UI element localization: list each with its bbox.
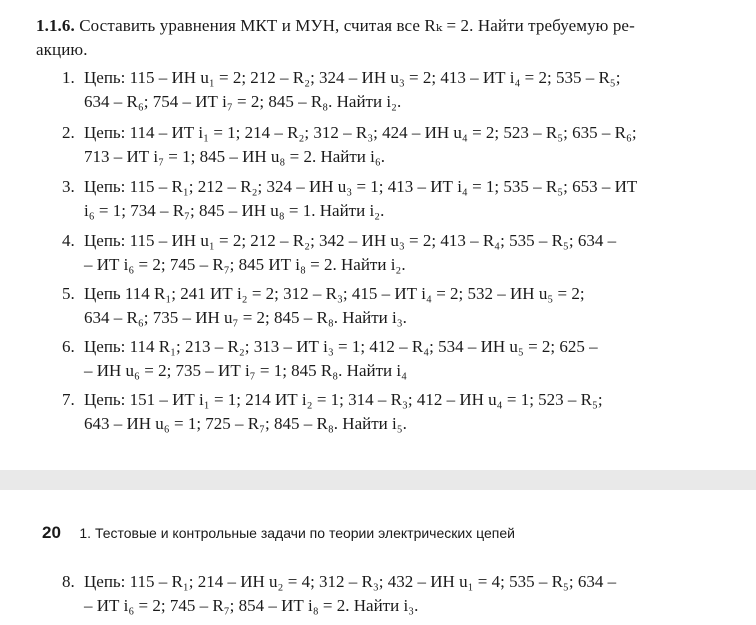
task-number: 1.1.6. <box>36 16 75 35</box>
item-line-2: – ИТ i₆ = 2; 745 – R₇; 854 – ИТ i₈ = 2. Найти i₃. <box>84 596 419 615</box>
running-header <box>42 523 515 543</box>
item-line-2: – ИТ i₆ = 2; 745 – R₇; 845 ИТ i₈ = 2. Найти i₂. <box>84 255 406 274</box>
item-line-2: 713 – ИТ i₇ = 1; 845 – ИН u₈ = 2. Найти i₆. <box>84 147 386 166</box>
item-number: 2. <box>62 123 75 142</box>
list-item <box>62 388 734 436</box>
item-number: 6. <box>62 337 75 356</box>
list-item <box>62 570 734 618</box>
item-number: 1. <box>62 68 75 87</box>
item-line-2: 643 – ИН u₆ = 1; 725 – R₇; 845 – R₈. Найти i₅. <box>84 414 407 433</box>
item-number: 8. <box>62 572 75 591</box>
item-line-2: 634 – R₆; 735 – ИН u₇ = 2; 845 – R₈. Найти i₃. <box>84 308 407 327</box>
task-text-line-1: Составить уравнения МКТ и МУН, считая все Rₖ = 2. Найти требуемую ре- <box>79 16 635 35</box>
list-item <box>62 66 734 114</box>
list-item <box>62 282 734 330</box>
item-line-1: Цепь: 114 – ИТ i₁ = 1; 214 – R₂; 312 – R₃; 424 – ИН u₄ = 2; 523 – R₅; 635 – R₆; <box>84 123 637 142</box>
item-number: 7. <box>62 390 75 409</box>
list-item <box>62 121 734 169</box>
list-item <box>62 335 734 383</box>
item-line-2: 634 – R₆; 754 – ИТ i₇ = 2; 845 – R₈. Найти i₂. <box>84 92 402 111</box>
item-line-1: Цепь: 151 – ИТ i₁ = 1; 214 ИТ i₂ = 1; 314 – R₃; 412 – ИН u₄ = 1; 523 – R₅; <box>84 390 603 409</box>
item-number: 3. <box>62 177 75 196</box>
item-line-1: Цепь: 115 – R₁; 212 – R₂; 324 – ИН u₃ = 1; 413 – ИТ i₄ = 1; 535 – R₅; 653 – ИТ <box>84 177 638 196</box>
list-item <box>62 229 734 277</box>
item-line-2: – ИН u₆ = 2; 735 – ИТ i₇ = 1; 845 R₈. Найти i₄ <box>84 361 408 380</box>
item-line-1: Цепь: 115 – ИН u₁ = 2; 212 – R₂; 324 – ИН u₃ = 2; 413 – ИТ i₄ = 2; 535 – R₅; <box>84 68 621 87</box>
book-page-lower <box>0 490 756 625</box>
page-gap <box>0 470 756 490</box>
item-line-1: Цепь: 115 – R₁; 214 – ИН u₂ = 4; 312 – R₃; 432 – ИН u₁ = 4; 535 – R₅; 634 – <box>84 572 617 591</box>
item-line-1: Цепь: 115 – ИН u₁ = 2; 212 – R₂; 342 – ИН u₃ = 2; 413 – R₄; 535 – R₅; 634 – <box>84 231 617 250</box>
list-item <box>62 175 734 223</box>
running-title: 1. Тестовые и контрольные задачи по теории электрических цепей <box>79 525 515 541</box>
item-number: 4. <box>62 231 75 250</box>
task-heading <box>36 14 736 62</box>
item-number: 5. <box>62 284 75 303</box>
page-number: 20 <box>42 523 61 542</box>
task-text-line-2: акцию. <box>36 40 88 59</box>
item-line-1: Цепь: 114 R₁; 213 – R₂; 313 – ИТ i₃ = 1; 412 – R₄; 534 – ИН u₅ = 2; 625 – <box>84 337 598 356</box>
item-line-1: Цепь 114 R₁; 241 ИТ i₂ = 2; 312 – R₃; 415 – ИТ i₄ = 2; 532 – ИН u₅ = 2; <box>84 284 585 303</box>
item-line-2: i₆ = 1; 734 – R₇; 845 – ИН u₈ = 1. Найти i₂. <box>84 201 385 220</box>
